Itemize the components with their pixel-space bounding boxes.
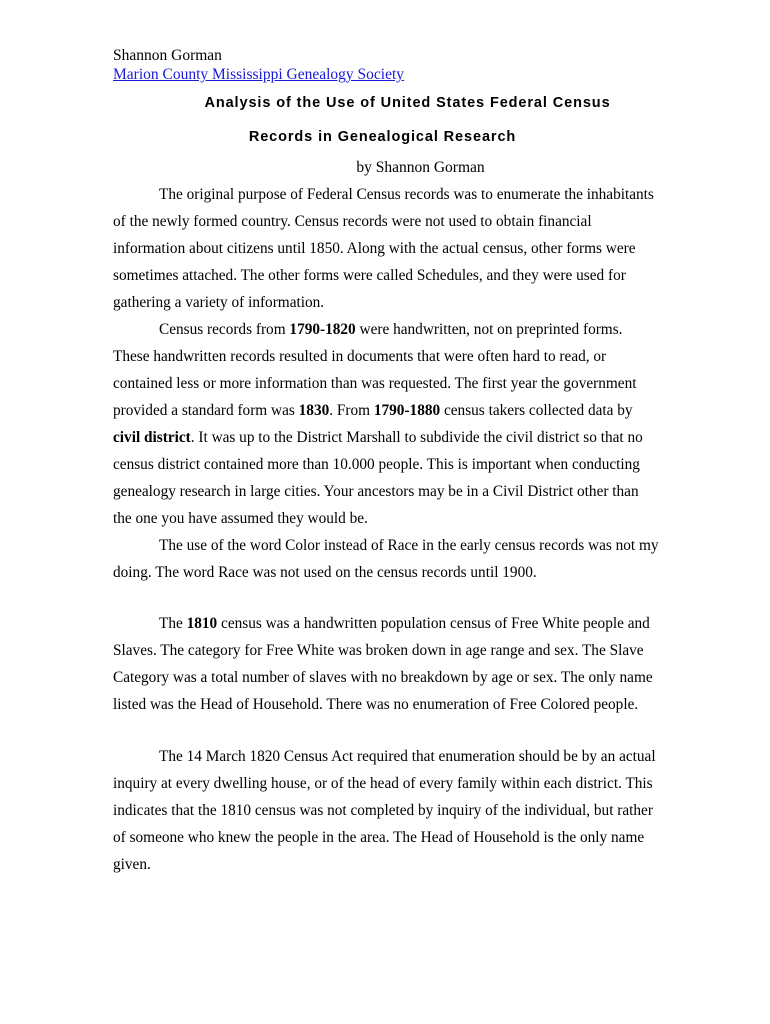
body-section-3 xyxy=(113,743,661,878)
bold-year-1810: 1810 xyxy=(186,615,218,632)
paragraph-original-purpose: The original purpose of Federal Census records was to enumerate the inhabitants of the newly formed country. Census records were not used to obtain financial information about citizens until 1850. Along with the actual census, other forms were sometimes attached. The other forms were called Schedules, and they were used for gathering a variety of information. xyxy=(113,186,654,311)
text-run: census was a handwritten population census of Free White people and Slaves. The category for Free White was broken down in age range and sex. The Slave Category was a total number of slaves with no breakdown by age or sex. The only name listed was the Head of Household. There was no enumeration of Free Colored people. xyxy=(113,615,653,713)
society-link[interactable]: Marion County Mississippi Genealogy Society xyxy=(113,66,405,83)
bold-year-1830: 1830 xyxy=(298,402,330,419)
author-name: Shannon Gorman xyxy=(113,47,222,64)
text-run: Census records from xyxy=(159,321,290,338)
document-title-line-1: Analysis of the Use of United States Federal Census xyxy=(204,95,611,111)
text-run: census takers collected data by xyxy=(440,402,633,419)
bold-years-1790-1820: 1790-1820 xyxy=(289,321,356,338)
text-run: The xyxy=(159,615,187,632)
text-run: . It was up to the District Marshall to subdivide the civil district so that no census district contained more than 10.000 people. This is important when conducting genealogy research in large cities. Your ancestors may be in a Civil District other than the one you have assumed they would be. xyxy=(113,429,643,527)
paragraph-color-race: The use of the word Color instead of Race in the early census records was not my doing. The word Race was not used on the census records until 1900. xyxy=(113,537,659,581)
paragraph-1820-census-act: The 14 March 1820 Census Act required that enumeration should be by an actual inquiry at every dwelling house, or of the head of every family within each district. This indicates that the 1810 census was not completed by inquiry of the individual, but rather of someone who knew the people in the area. The Head of Household is the only name given. xyxy=(113,748,656,873)
paragraph-1810-census xyxy=(113,610,661,718)
body-section-2 xyxy=(113,610,661,718)
byline: by Shannon Gorman xyxy=(356,159,485,176)
bold-years-1790-1880: 1790-1880 xyxy=(373,402,441,419)
body-section-1 xyxy=(113,181,661,586)
text-run: . From xyxy=(329,402,374,419)
paragraph-census-records xyxy=(113,316,661,532)
document-title-line-2: Records in Genealogical Research xyxy=(248,129,517,145)
bold-civil-district: civil district xyxy=(113,429,191,446)
text-run: were handwritten, not on preprinted forms. These handwritten records resulted in documents that were often hard to read, or contained less or more information than was requested. The first year the government provided a standard form was xyxy=(113,321,637,419)
